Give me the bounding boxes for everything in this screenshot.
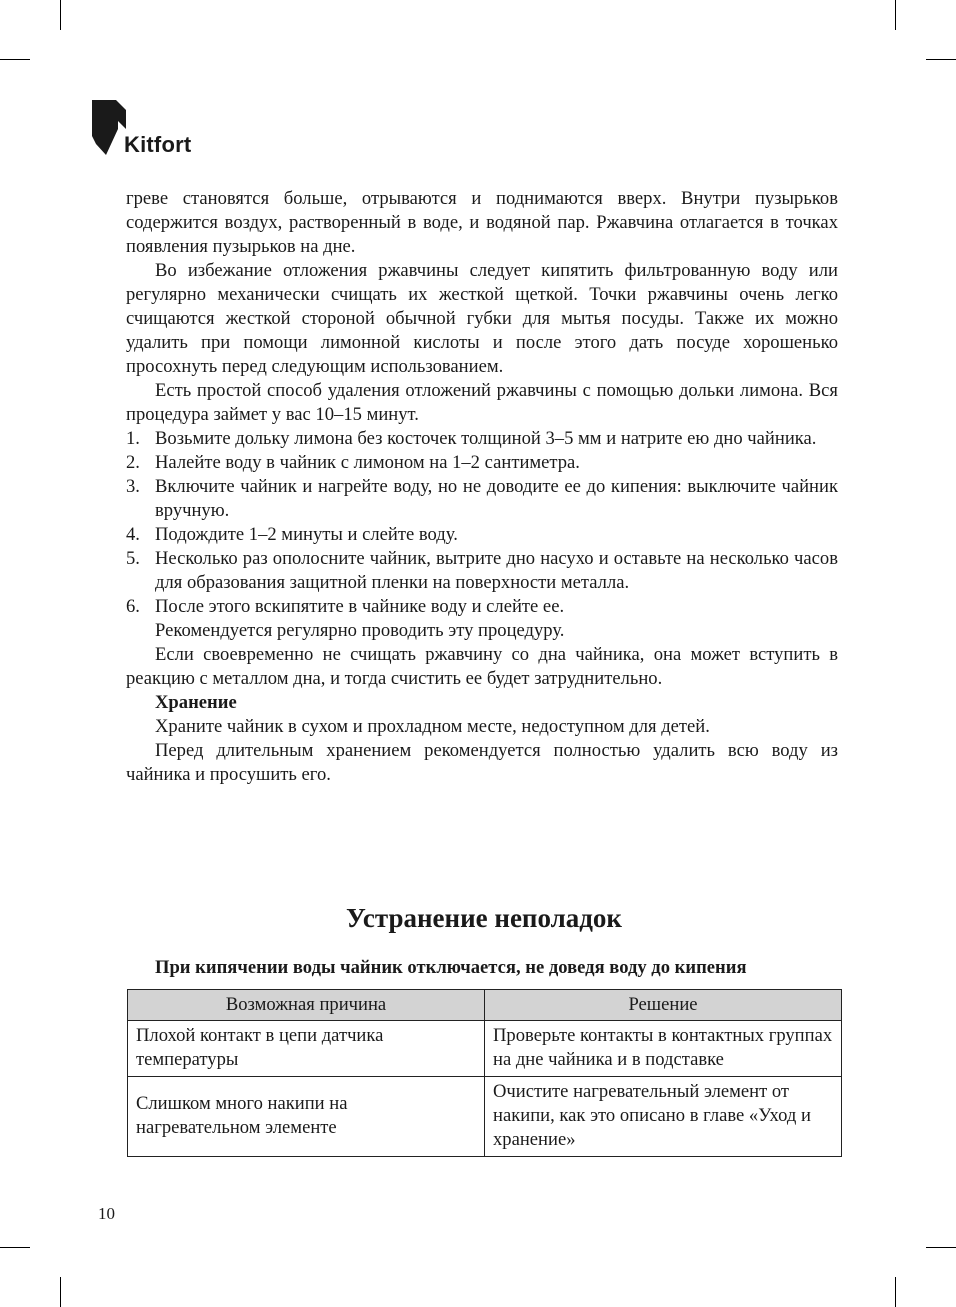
paragraph: Храните чайник в сухом и прохладном месте, недоступном для детей. bbox=[155, 716, 710, 737]
brand-name: Kitfort bbox=[124, 132, 192, 157]
crop-mark bbox=[926, 1247, 956, 1248]
list-item bbox=[126, 451, 838, 475]
list-item bbox=[126, 523, 838, 547]
table-row bbox=[128, 1077, 842, 1157]
cause-cell: Плохой контакт в цепи датчика температуры bbox=[128, 1021, 485, 1077]
list-item bbox=[126, 427, 838, 451]
brand-logo bbox=[92, 100, 191, 156]
list-item bbox=[126, 595, 838, 619]
crop-mark bbox=[895, 1277, 896, 1307]
section-title: Устранение неполадок bbox=[346, 903, 622, 933]
problem-heading: При кипячении воды чайник отключается, не доведя воду до кипения bbox=[155, 957, 747, 978]
crop-mark bbox=[60, 0, 61, 30]
table-header-row bbox=[128, 990, 842, 1021]
storage-heading: Хранение bbox=[155, 692, 237, 713]
table-row bbox=[128, 1021, 842, 1077]
crop-mark bbox=[60, 1277, 61, 1307]
list-item bbox=[126, 547, 838, 595]
paragraph: Перед длительным хранением рекомендуется полностью удалить всю воду из чайника и просушить его. bbox=[126, 740, 838, 785]
step-text: Несколько раз ополосните чайник, вытрите дно насухо и оставьте на несколько часов для образования защитной пленки на поверхности металла. bbox=[155, 548, 838, 593]
troubleshooting-table bbox=[127, 989, 842, 1157]
crop-mark bbox=[926, 59, 956, 60]
step-text: Включите чайник и нагрейте воду, но не доводите ее до кипения: выключите чайник вручную. bbox=[155, 476, 838, 521]
paragraph: Если своевременно не счищать ржавчину со дна чайника, она может вступить в реакцию с металлом дна, и тогда счистить ее будет затруднительно. bbox=[126, 644, 838, 689]
step-number: 6. bbox=[126, 596, 140, 617]
paragraph: Есть простой способ удаления отложений ржавчины с помощью дольки лимона. Вся процедура займет у вас 10–15 минут. bbox=[126, 380, 838, 425]
steps-list bbox=[126, 427, 838, 619]
step-text: Возьмите дольку лимона без косточек толщиной 3–5 мм и натрите ею дно чайника. bbox=[155, 428, 817, 449]
solution-cell: Проверьте контакты в контактных группах на дне чайника и в подставке bbox=[485, 1021, 842, 1077]
paragraph: греве становятся больше, отрываются и поднимаются вверх. Внутри пузырьков содержится воздух, растворенный в воде, и водяной пар. Ржавчина отлагается в точках появления пузырьков на дне. bbox=[126, 188, 838, 257]
cause-cell: Слишком много накипи на нагревательном элементе bbox=[128, 1077, 485, 1157]
step-text: Налейте воду в чайник с лимоном на 1–2 сантиметра. bbox=[155, 452, 580, 473]
step-text: После этого вскипятите в чайнике воду и слейте ее. bbox=[155, 596, 565, 617]
kitfort-logo-icon bbox=[92, 100, 126, 156]
step-number: 3. bbox=[126, 476, 140, 497]
column-header-solution: Решение bbox=[485, 990, 842, 1021]
body-text bbox=[126, 187, 838, 787]
column-header-cause: Возможная причина bbox=[128, 990, 485, 1021]
crop-mark bbox=[895, 0, 896, 30]
step-number: 5. bbox=[126, 548, 140, 569]
list-item bbox=[126, 475, 838, 523]
step-text: Подождите 1–2 минуты и слейте воду. bbox=[155, 524, 458, 545]
step-number: 4. bbox=[126, 524, 140, 545]
crop-mark bbox=[0, 1247, 30, 1248]
crop-mark bbox=[0, 59, 30, 60]
page-number: 10 bbox=[98, 1204, 115, 1223]
step-number: 2. bbox=[126, 452, 140, 473]
paragraph: Рекомендуется регулярно проводить эту процедуру. bbox=[155, 620, 565, 641]
solution-cell: Очистите нагревательный элемент от накипи, как это описано в главе «Уход и хранение» bbox=[485, 1077, 842, 1157]
paragraph: Во избежание отложения ржавчины следует кипятить фильтрованную воду или регулярно механически счищать их жесткой щеткой. Точки ржавчины очень легко счищаются жесткой стороной обычной губки для мытья посуды. Также их можно удалить при помощи лимонной кислоты и после этого дать посуде хорошенько просохнуть перед следующим использованием. bbox=[126, 260, 838, 377]
step-number: 1. bbox=[126, 428, 140, 449]
